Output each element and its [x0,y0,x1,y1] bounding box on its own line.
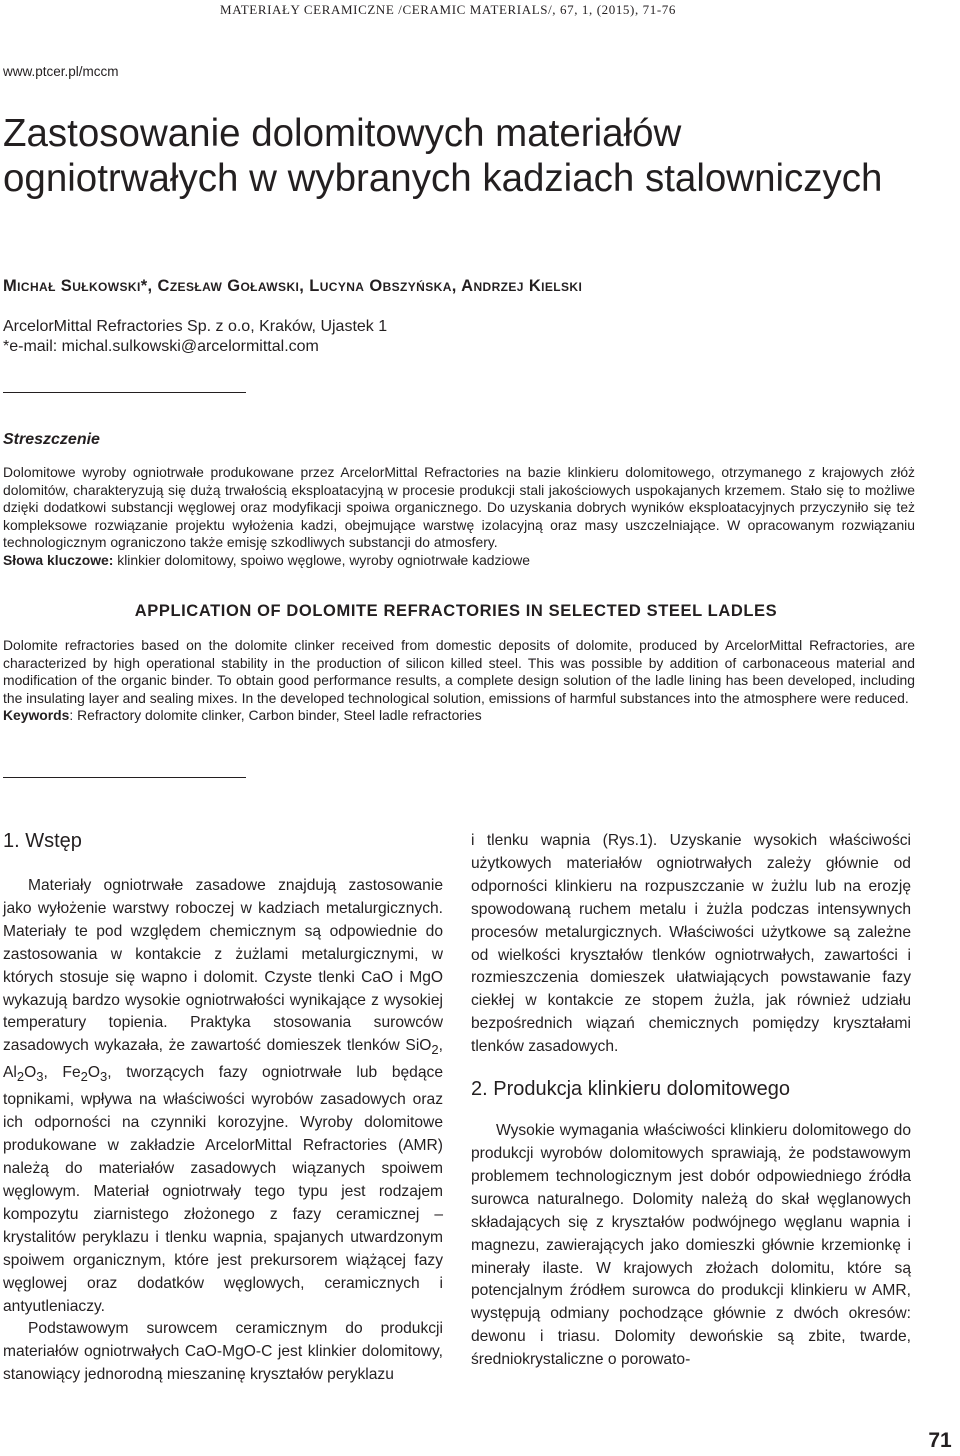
keywords-en [3,707,915,725]
section-2-heading: 2. Produkcja klinkieru dolomitowego [471,1078,791,1101]
keywords-en-text: : Refractory dolomite clinker, Carbon binder, Steel ladle refractories [69,707,482,723]
page-number: 71 [928,1429,952,1452]
section-2-paragraph-1: Wysokie wymagania właściwości klinkieru dolomitowego do produkcji wyrobów dolomitowych sprawiają, że podstawowym problemem technologicznym jest dobór odpowiedniego źródła surowca naturalnego. Dolomity należą do skał węglanowych składających się z kryształów podwójnego węglanu wapnia i magnezu, zawierających jako domieszki głównie krzemionkę i minerały ilaste. W krajowych złożach dolomitu, które są potencjalnym źródłem surowca do produkcji klinkieru w AMR, występują odmiany pochodzące głównie z dwóch okresów: dewonu i triasu. Dolomity dewońskie są zbite, twarde, średniokrystaliczne o porowato- [471,1122,911,1369]
affiliation-address: ArcelorMittal Refractories Sp. z o.o, Kraków, Ujastek 1 [3,318,388,335]
section-1-paragraph-1: Materiały ogniotrwałe zasadowe znajdują zastosowanie jako wyłożenie warstwy roboczej w kadziach metalurgicznych. Materiały te pod względem chemicznym są odpowiednie do zastosowania w kontakcie z żużlami metalurgicznymi, w których stosuje się wapno i dolomit. Czyste tlenki CaO i MgO wykazują bardzo wysokie ogniotrwałości wynikające z wysokiej temperatury topienia. Praktyka stosowania surowców zasadowych wykazała, że zawartość domieszek tlenków SiO$_2$, $Al_2O_3$, $Fe_2O_3$, tworzących fazy ogniotrwałe lub będące topnikami, wpływa na właściwości wyrobów zasadowych oraz ich odporności na czynniki korozyjne. Wyroby dolomitowe produkowane w zakładzie ArcelorMittal Refractories (AMR) należą do materiałów zasadowych wiązanych spoiwem węglowym. Materiał ogniotrwały tego typu jest rodzajem kompozytu ziarnistego złożonego z fazy ceramicznej – krystalitów peryklazu i tlenku wapnia, spajanych utwardzonym spoiwem organicznym, które jest prekursorem wiążącej fazy węglowej oraz dodatków węglowych, ceramicznych i antyutleniaczy. [3,877,443,1315]
abstract-en-body: Dolomite refractories based on the dolomite clinker received from domestic deposits of dolomite, produced by ArcelorMittal Refractories, are characterized by high operational stability in the production of silicon killed steel. This was possible by addition of carbonaceous material and modification of the organic binder. To obtain good performance results, a complete design solution of the ladle lining has been developed, including the insulating layer and sealing mixes. In the developed technological solution, emissions of harmful substances into the atmosphere were reduced. [3,637,915,706]
abstract-en [3,637,915,725]
keywords-pl [3,552,915,570]
authors: Michał Sułkowski*, Czesław Goławski, Lucyna Obszyńska, Andrzej Kielski [3,277,583,295]
article-title: Zastosowanie dolomitowych materiałów ogniotrwałych w wybranych kadziach stalowniczych [3,112,883,200]
running-header: MATERIAŁY CERAMICZNE /CERAMIC MATERIALS/, 67, 1, (2015), 71-76 [220,2,676,17]
keywords-pl-text: klinkier dolomitowy, spoiwo węglowe, wyroby ogniotrwałe kadziowe [113,551,531,568]
english-title: APPLICATION OF DOLOMITE REFRACTORIES IN SELECTED STEEL LADLES [134,602,778,620]
divider-mid [3,777,246,778]
divider-top [3,392,246,393]
affiliation-email[interactable]: *e-mail: michal.sulkowski@arcelormittal.com [3,338,319,355]
column-right [471,830,911,1372]
journal-url[interactable]: www.ptcer.pl/mccm [3,64,119,79]
section-1-paragraph-2: Podstawowym surowcem ceramicznym do produkcji materiałów ogniotrwałych CaO-MgO-C jest klinkier dolomitowy, stanowiący jednorodną mieszaninę kryształów peryklazu [3,1320,443,1384]
keywords-en-label: Keywords [3,707,70,723]
abstract-pl-body: Dolomitowe wyroby ogniotrwałe produkowane przez ArcelorMittal Refractories na bazie klinkieru dolomitowego, otrzymanego z krajowych złóż dolomitów, charakteryzują się dużą trwałością eksploatacyjną w procesie produkcji stali jakościowych uspokajanych krzemem. Stało się to możliwe dzięki dodatkowi substancji węglowej oraz modyfikacji spoiwa organicznego. Do uzyskania dobrych wyników eksploatacyjnych przyczyniło się też kompleksowe rozwiązanie projektu wyłożenia kadzi, obejmujące warstwę izolacyjną oraz masy uszczelniające. W opracowanym rozwiązaniu technologicznym ograniczono także emisję szkodliwych substancji do atmosfery. [3,464,915,550]
column-left [3,828,443,1387]
keywords-pl-label: Słowa kluczowe: [3,551,114,568]
affiliation [3,317,387,357]
abstract-pl [3,464,915,569]
abstract-heading: Streszczenie [3,431,100,448]
section-1-paragraph-3: i tlenku wapnia (Rys.1). Uzyskanie wysokich właściwości użytkowych materiałów ogniotrwałych zależy głównie od odporności klinkieru na rozpuszczanie w żużlu lub na erozję spowodowaną ruchem metalu i żużla podczas intensywnych procesów metalurgicznych. Właściwości użytkowe są zależne od wielkości kryształów tlenków ogniotrwałych, zawartości i rozmieszczenia domieszek ułatwiających powstawanie fazy ciekłej w kontakcie ze stopem żużla, jak również udziału bezpośrednich wiązań chemicznych pomiędzy kryształami tlenków zasadowych. [471,832,911,1056]
section-1-heading: 1. Wstęp [3,830,82,852]
